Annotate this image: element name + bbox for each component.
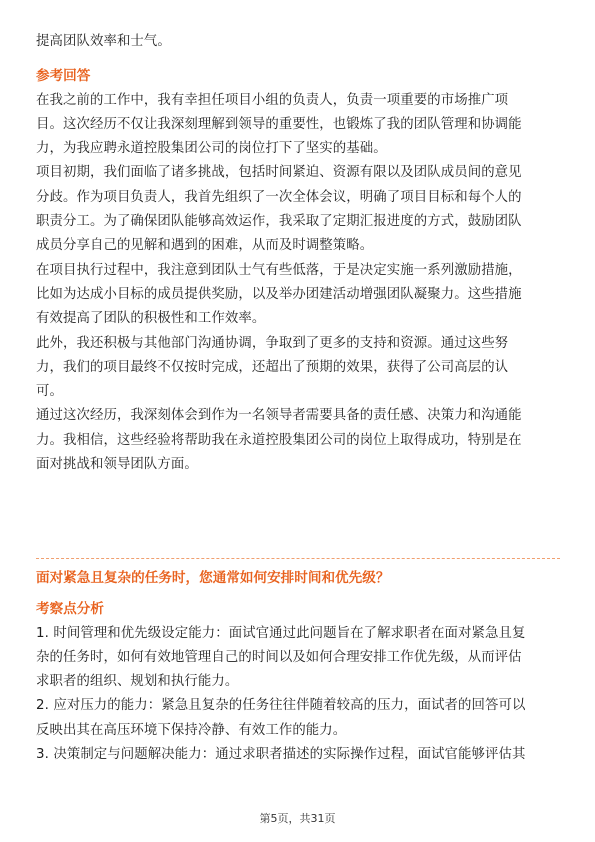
analysis-line: 杂的任务时，如何有效地管理自己的时间以及如何合理安排工作优先级，从而评估 xyxy=(36,649,522,665)
analysis-line: 1. 时间管理和优先级设定能力：面试官通过此问题旨在了解求职者在面对紧急且复 xyxy=(36,625,526,641)
intro-tail-text: 提高团队效率和士气。 xyxy=(36,34,171,49)
answer-line: 可。 xyxy=(36,384,63,400)
answer-line: 有效提高了团队的积极性和工作效率。 xyxy=(36,311,266,327)
answer-paragraph xyxy=(36,332,560,405)
answer-paragraph xyxy=(36,259,560,332)
answer-paragraph xyxy=(36,161,560,258)
answer-paragraph xyxy=(36,89,560,162)
analysis-body xyxy=(36,622,560,768)
answer-line: 职责分工。为了确保团队能够高效运作，我采取了定期汇报进度的方式，鼓励团队 xyxy=(36,214,522,230)
reference-answer-heading: 参考回答 xyxy=(36,68,91,85)
answer-line: 分歧。作为项目负责人，我首先组织了一次全体会议，明确了项目目标和每个人的 xyxy=(36,189,522,205)
analysis-line: 求职者的组织、规划和执行能力。 xyxy=(36,674,239,690)
answer-line: 比如为达成小目标的成员提供奖励，以及举办团建活动增强团队凝聚力。这些措施 xyxy=(36,286,522,302)
question-section xyxy=(36,566,560,767)
answer-line: 力，为我应聘永道控股集团公司的岗位打下了坚实的基础。 xyxy=(36,141,387,157)
answer-line: 力。我相信，这些经验将帮助我在永道控股集团公司的岗位上取得成功，特别是在 xyxy=(36,432,522,448)
document-page xyxy=(36,30,560,477)
analysis-item xyxy=(36,743,560,767)
answer-line: 项目初期，我们面临了诸多挑战，包括时间紧迫、资源有限以及团队成员间的意见 xyxy=(36,165,522,181)
question-heading: 面对紧急且复杂的任务时，您通常如何安排时间和优先级？ xyxy=(36,570,390,586)
answer-paragraph xyxy=(36,404,560,477)
answer-line: 通过这次经历，我深刻体会到作为一名领导者需要具备的责任感、决策力和沟通能 xyxy=(36,408,522,424)
analysis-line: 2. 应对压力的能力：紧急且复杂的任务往往伴随着较高的压力，面试者的回答可以 xyxy=(36,698,526,714)
analysis-line: 反映出其在高压环境下保持冷静、有效工作的能力。 xyxy=(36,722,347,738)
section-divider xyxy=(36,558,560,559)
answer-line: 成员分享自己的见解和遇到的困难，从而及时调整策略。 xyxy=(36,238,374,254)
answer-line: 在我之前的工作中，我有幸担任项目小组的负责人，负责一项重要的市场推广项 xyxy=(36,92,509,108)
analysis-item xyxy=(36,694,560,743)
reference-answer-body xyxy=(36,89,560,478)
page-number-footer: 第5页，共31页 xyxy=(259,812,336,825)
answer-line: 面对挑战和领导团队方面。 xyxy=(36,457,198,473)
answer-line: 在项目执行过程中，我注意到团队士气有些低落，于是决定实施一系列激励措施， xyxy=(36,262,522,278)
analysis-item xyxy=(36,622,560,695)
answer-line: 此外，我还积极与其他部门沟通协调，争取到了更多的支持和资源。通过这些努 xyxy=(36,335,509,351)
answer-line: 力，我们的项目最终不仅按时完成，还超出了预期的效果，获得了公司高层的认 xyxy=(36,359,509,375)
analysis-line: 3. 决策制定与问题解决能力：通过求职者描述的实际操作过程，面试官能够评估其 xyxy=(36,747,526,763)
analysis-heading: 考察点分析 xyxy=(36,601,104,618)
answer-line: 目。这次经历不仅让我深刻理解到领导的重要性，也锻炼了我的团队管理和协调能 xyxy=(36,116,522,132)
